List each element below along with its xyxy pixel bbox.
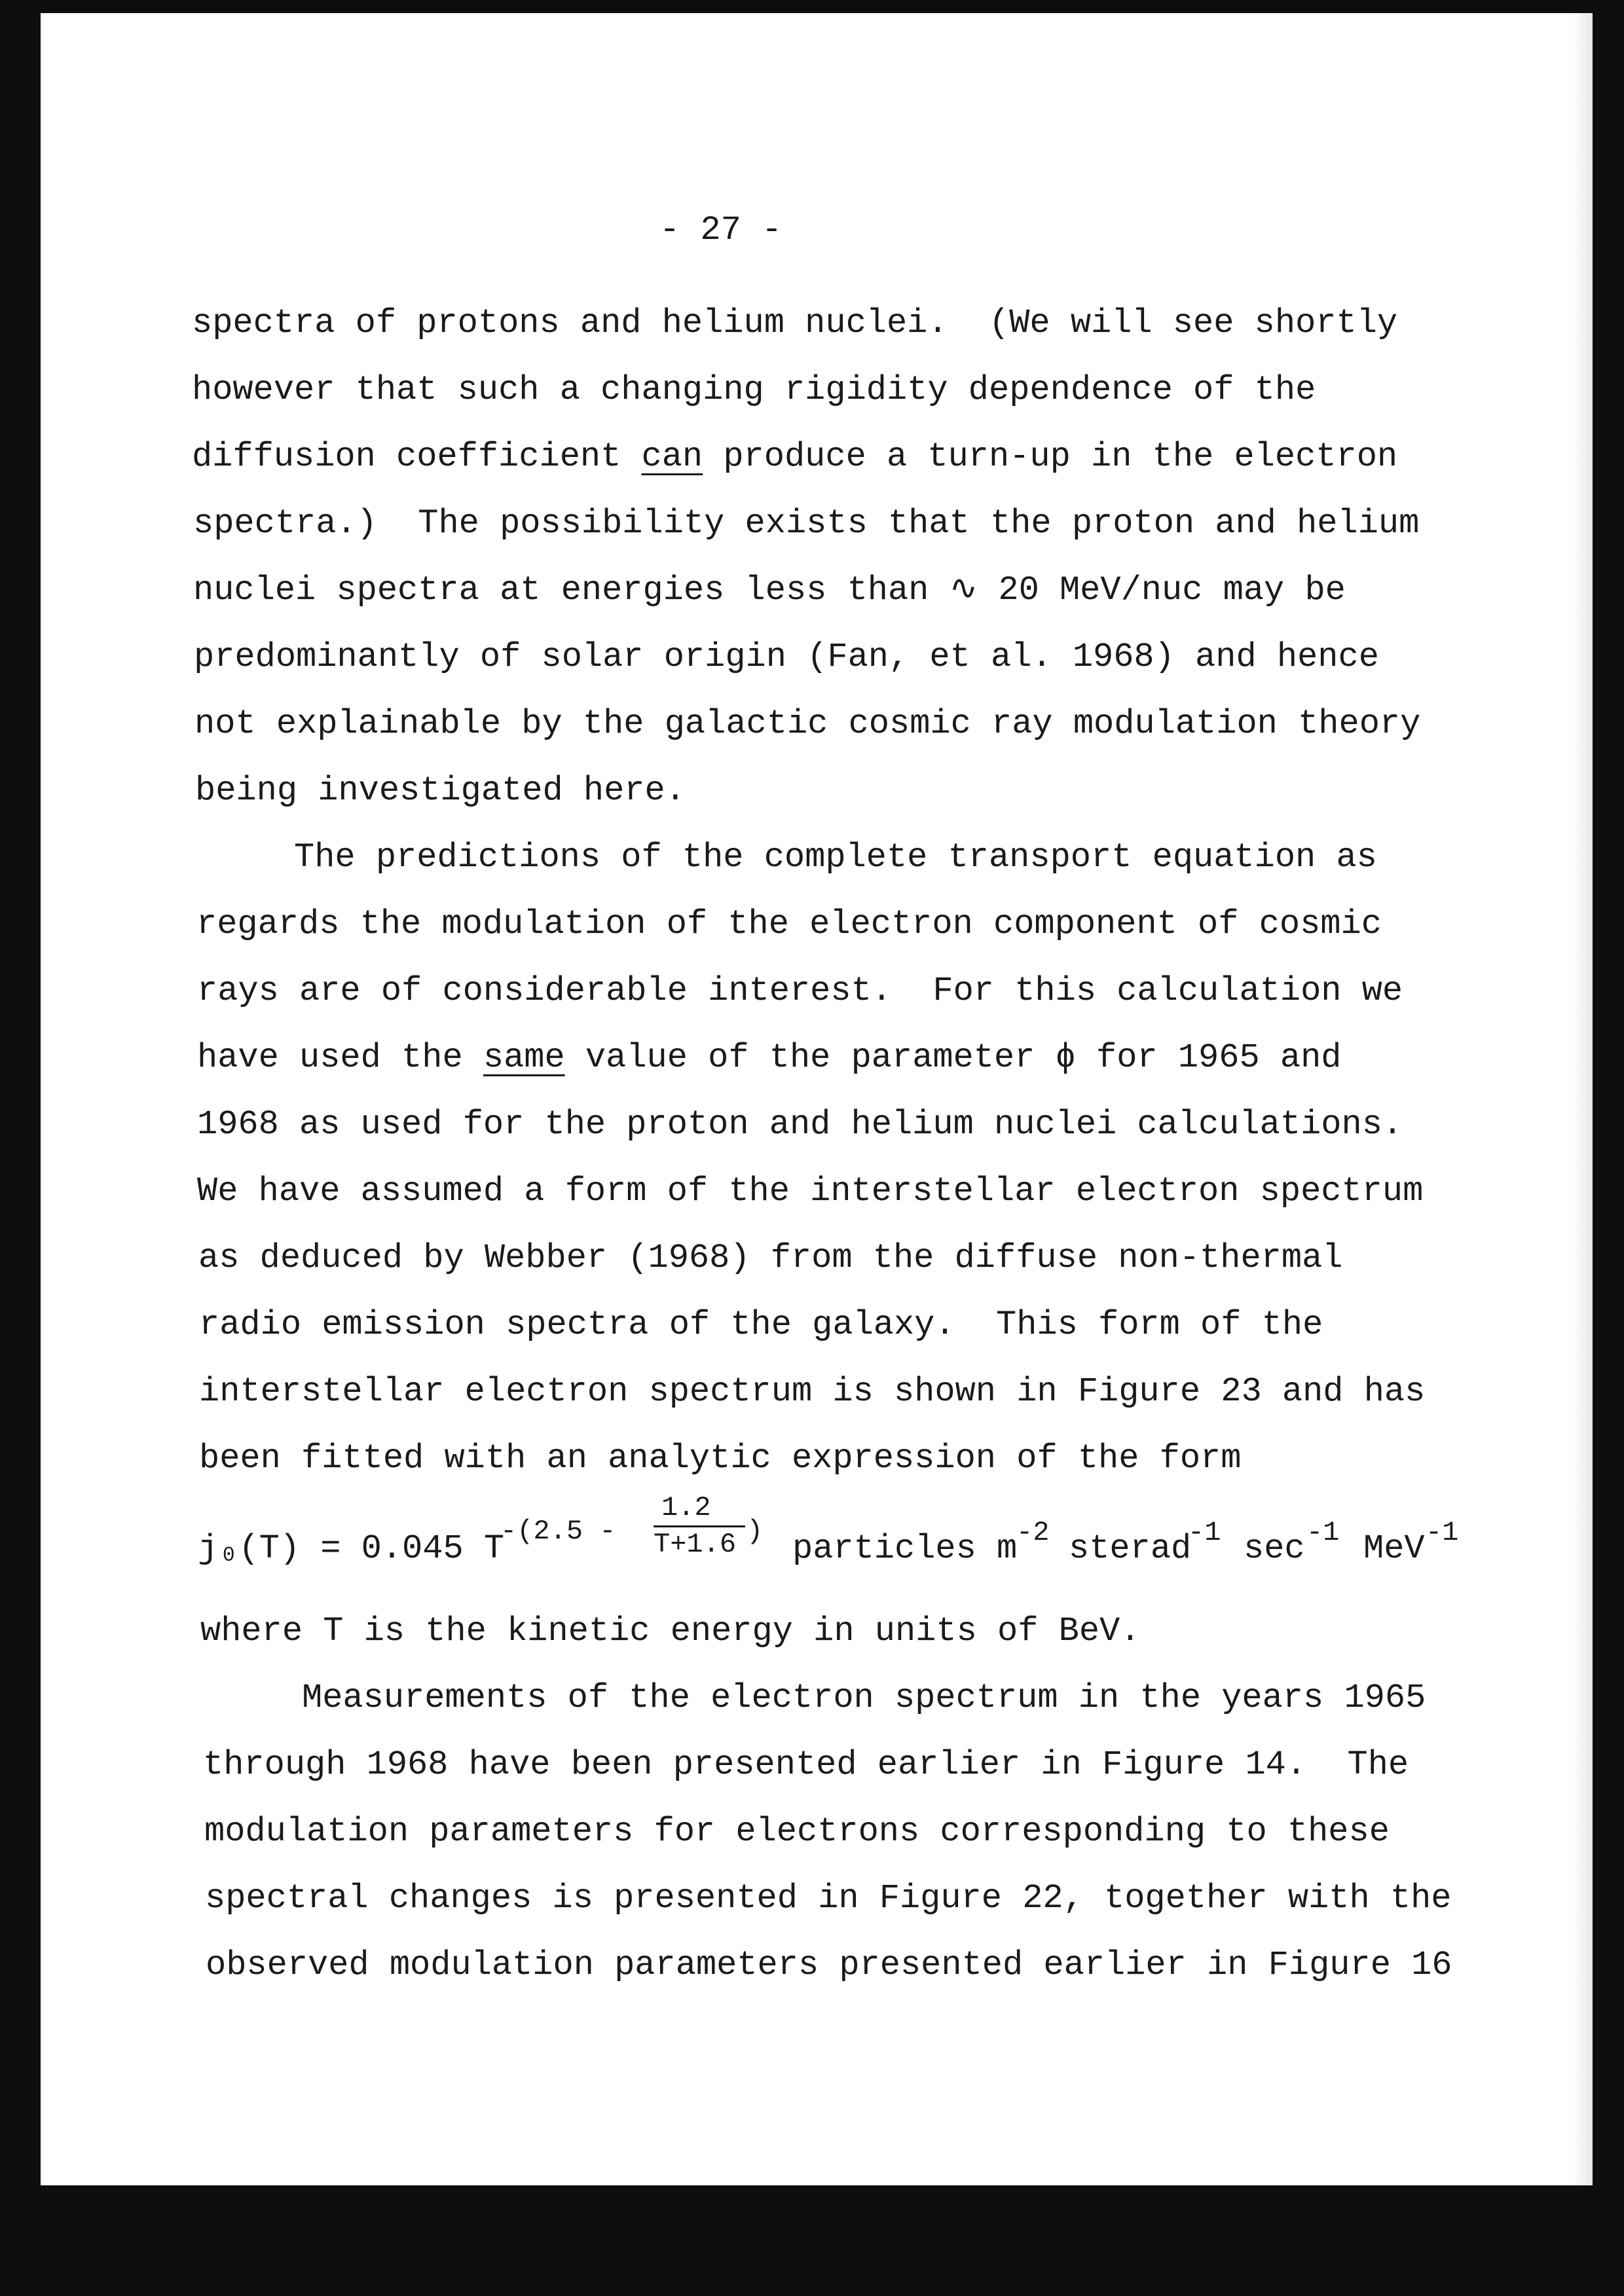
- formula-units-mev: MeV: [1363, 1529, 1425, 1568]
- text-line-13: 1968 as used for the proton and helium nuclei calculations.: [197, 1105, 1403, 1144]
- text-line-5: nuclei spectra at energies less than ∿ 20 MeV/nuc may be: [193, 571, 1346, 610]
- text-segment: diffusion coefficient: [192, 437, 642, 476]
- formula-mev-exponent: -1: [1426, 1517, 1459, 1548]
- text-line-23: spectral changes is presented in Figure 22, together with the: [205, 1879, 1452, 1918]
- page-number: - 27 -: [659, 211, 783, 249]
- text-segment: value of the parameter ϕ for 1965 and: [564, 1038, 1342, 1077]
- text-line-12: [197, 1038, 1342, 1077]
- page-edge-shadow: [1573, 13, 1593, 2185]
- text-line-16: radio emission spectra of the galaxy. This form of the: [199, 1305, 1323, 1344]
- text-line-17: interstellar electron spectrum is shown in Figure 23 and has: [199, 1372, 1426, 1411]
- text-line-21: through 1968 have been presented earlier in Figure 14. The: [203, 1745, 1409, 1784]
- formula-fraction-bar: [654, 1525, 745, 1527]
- text-line-11: rays are of considerable interest. For this calculation we: [197, 972, 1403, 1010]
- text-line-1: spectra of protons and helium nuclei. (We will see shortly: [192, 304, 1398, 342]
- emphasis-underline: can: [641, 437, 703, 476]
- text-line-14: We have assumed a form of the interstellar electron spectrum: [197, 1172, 1424, 1211]
- text-line-8: being investigated here.: [195, 771, 686, 810]
- formula-exponent-close: ): [747, 1516, 764, 1547]
- formula-m-exponent: -2: [1016, 1517, 1050, 1548]
- formula-units-particles: particles m: [792, 1529, 1018, 1568]
- text-line-24: observed modulation parameters presented earlier in Figure 16: [206, 1946, 1452, 1984]
- text-line-6: predominantly of solar origin (Fan, et al. 1968) and hence: [194, 638, 1379, 676]
- formula-lhs: j₀(T) = 0.045 T: [198, 1529, 505, 1568]
- text-line-20: Measurements of the electron spectrum in the years 1965: [302, 1679, 1426, 1717]
- text-line-10: regards the modulation of the electron component of cosmic: [196, 905, 1382, 943]
- formula-fraction-numerator: 1.2: [661, 1492, 711, 1523]
- text-line-2: however that such a changing rigidity dependence of the: [192, 371, 1316, 409]
- text-segment: produce a turn-up in the electron: [703, 437, 1398, 476]
- formula-units-sec: sec: [1244, 1529, 1305, 1568]
- formula-fraction-denominator: T+1.6: [654, 1529, 737, 1560]
- text-line-3: [192, 437, 1398, 476]
- text-line-15: as deduced by Webber (1968) from the diffuse non-thermal: [198, 1239, 1343, 1277]
- text-line-19: where T is the kinetic energy in units of BeV.: [200, 1612, 1141, 1650]
- text-line-22: modulation parameters for electrons corresponding to these: [204, 1812, 1390, 1851]
- spectrum-formula: [198, 1492, 1507, 1571]
- text-segment: have used the: [197, 1038, 483, 1077]
- text-line-7: not explainable by the galactic cosmic ray modulation theory: [194, 704, 1421, 743]
- formula-sterad-exponent: -1: [1188, 1517, 1221, 1548]
- formula-exponent-open: -(2.5 -: [500, 1516, 616, 1547]
- text-line-4: spectra.) The possibility exists that the proton and helium: [193, 504, 1420, 543]
- formula-units-sterad: sterad: [1069, 1529, 1192, 1568]
- text-line-18: been fitted with an analytic expression of the form: [199, 1439, 1242, 1478]
- emphasis-underline: same: [483, 1038, 565, 1077]
- text-line-9: The predictions of the complete transport equation as: [294, 838, 1377, 877]
- formula-sec-exponent: -1: [1306, 1517, 1340, 1548]
